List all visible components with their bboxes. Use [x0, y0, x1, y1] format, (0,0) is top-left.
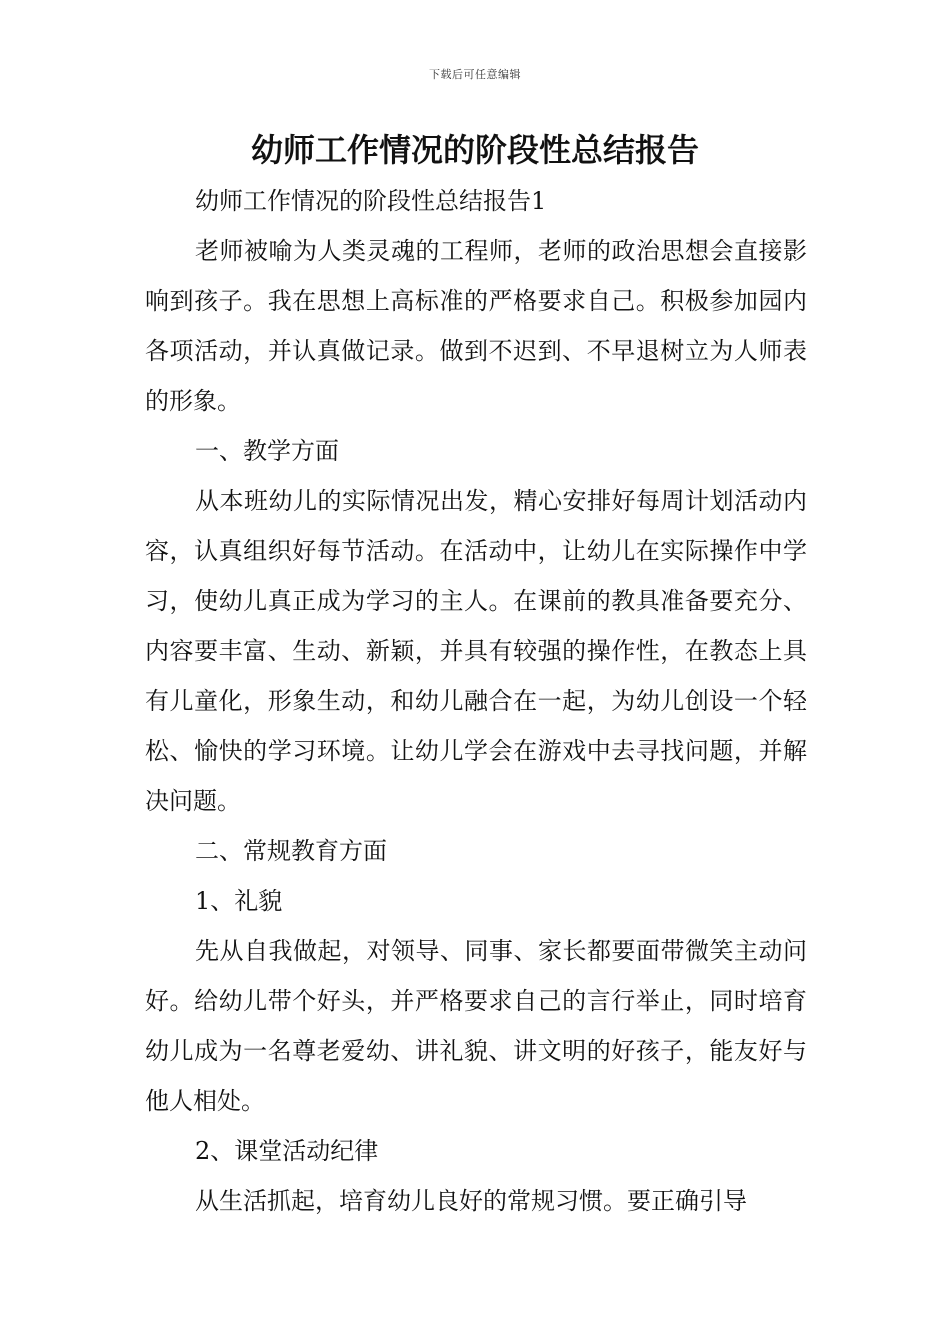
body-paragraph: 先从自我做起，对领导、同事、家长都要面带微笑主动问好。给幼儿带个好头，并严格要求自己的言行举止，同时培育幼儿成为一名尊老爱幼、讲礼貌、讲文明的好孩子，能友好与他人相处。: [145, 937, 807, 1115]
subsection-heading: 2、课堂活动纪律: [195, 1137, 379, 1165]
document-title: 幼师工作情况的阶段性总结报告: [250, 131, 699, 169]
body-paragraph: 从生活抓起，培育幼儿良好的常规习惯。要正确引导: [195, 1187, 747, 1215]
document-body: [145, 176, 807, 1226]
section-heading: 二、常规教育方面: [195, 837, 387, 865]
subtitle-paragraph: 幼师工作情况的阶段性总结报告1: [195, 187, 547, 215]
body-paragraph: 老师被喻为人类灵魂的工程师，老师的政治思想会直接影响到孩子。我在思想上高标准的严格要求自己。积极参加园内各项活动，并认真做记录。做到不迟到、不早退树立为人师表的形象。: [145, 237, 807, 415]
subsection-heading: 1、礼貌: [195, 887, 283, 915]
header-note: 下载后可任意编辑: [429, 68, 521, 81]
section-heading: 一、教学方面: [195, 437, 339, 465]
body-paragraph: 从本班幼儿的实际情况出发，精心安排好每周计划活动内容，认真组织好每节活动。在活动中，让幼儿在实际操作中学习，使幼儿真正成为学习的主人。在课前的教具准备要充分、内容要丰富、生动、新颖，并具有较强的操作性，在教态上具有儿童化，形象生动，和幼儿融合在一起，为幼儿创设一个轻松、愉快的学习环境。让幼儿学会在游戏中去寻找问题，并解决问题。: [145, 487, 807, 815]
